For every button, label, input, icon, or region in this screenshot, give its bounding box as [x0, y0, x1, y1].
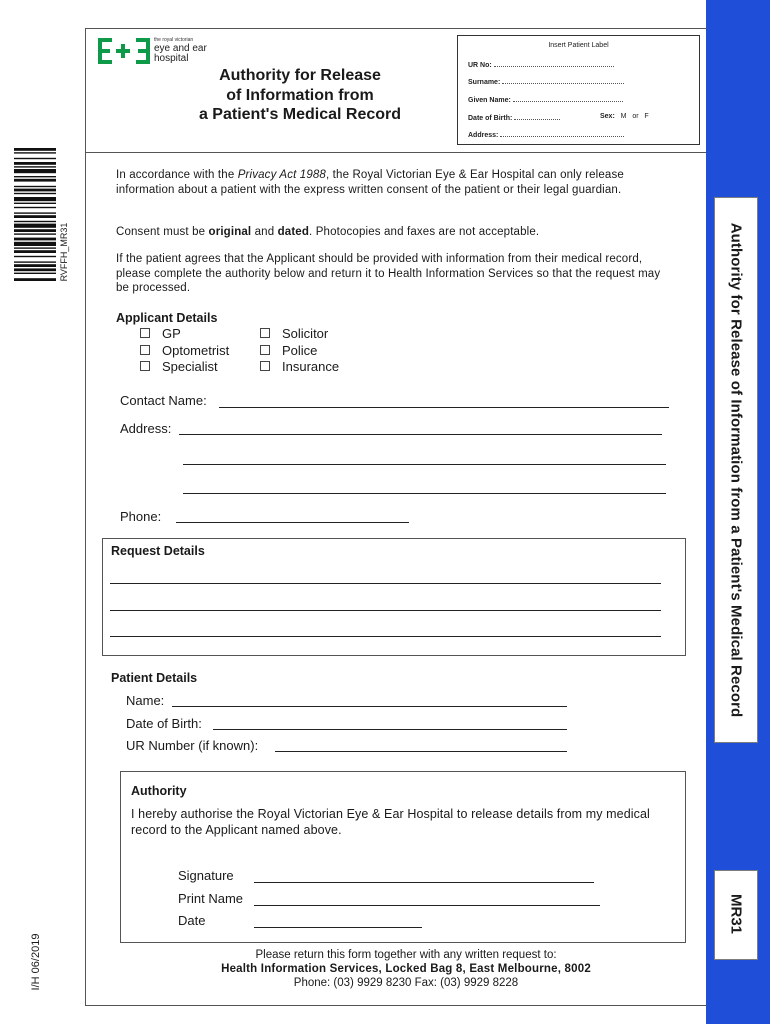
side-title: Authority for Release of Information from a Patient's Medical Record — [727, 222, 745, 718]
footer-address: Health Information Services, Locked Bag 8, East Melbourne, 8002 — [221, 963, 591, 975]
signature-label: Signature — [178, 868, 234, 883]
title-line-1: Authority for Release — [219, 67, 381, 84]
patient-name-field[interactable] — [172, 706, 567, 707]
patient-ur-field[interactable] — [275, 751, 567, 752]
intro-paragraph-1: In accordance with the Privacy Act 1988, the Royal Victorian Eye & Ear Hospital can only release information about a patient with the express written consent of the patient or their legal guardian. — [116, 169, 624, 196]
hospital-logo-icon — [98, 38, 150, 64]
signature-field[interactable] — [254, 882, 594, 883]
logo-tagline: the royal victorian — [154, 37, 194, 43]
address-field-2[interactable] — [183, 464, 666, 465]
patient-dob-label: Date of Birth: — [126, 716, 202, 731]
phone-label: Phone: — [120, 509, 162, 524]
address-field-1[interactable] — [179, 434, 662, 435]
print-name-label: Print Name — [178, 891, 244, 906]
checkbox-optometrist[interactable]: Optometrist — [140, 343, 229, 358]
authority-heading: Authority — [131, 784, 187, 798]
sex-f: F — [644, 113, 649, 120]
date-field[interactable] — [254, 927, 422, 928]
sex-or: or — [632, 113, 639, 120]
footer-line-1: Please return this form together with any written request to: — [255, 949, 557, 961]
form-version: I/H 06/2019 — [30, 933, 42, 991]
header-divider — [86, 152, 706, 153]
title-line-2: of Information from — [226, 86, 374, 104]
patient-heading: Patient Details — [111, 671, 198, 685]
patient-dob-field[interactable] — [213, 729, 567, 730]
patient-ur-label: UR Number (if known): — [126, 738, 259, 753]
logo-name-line1: eye and ear — [154, 43, 207, 54]
patient-name-label: Name: — [126, 693, 165, 708]
sex-m: M — [620, 113, 627, 120]
logo-name-line2: hospital — [154, 53, 189, 64]
contact-name-field[interactable] — [219, 407, 669, 408]
print-name-field[interactable] — [254, 905, 600, 906]
contact-name-label: Contact Name: — [120, 393, 207, 408]
patient-label-box[interactable] — [457, 35, 700, 145]
checkbox-police[interactable]: Police — [260, 343, 317, 358]
title-line-3: a Patient's Medical Record — [198, 106, 402, 123]
checkbox-insurance[interactable]: Insurance — [260, 359, 339, 374]
ur-no-label: UR No: — [468, 62, 492, 69]
address-label-main: Address: — [120, 421, 172, 436]
intro-paragraph-3: If the patient agrees that the Applicant should be provided with information from their medical record, please complete the authority below and return it to Health Information Services so that the request may be processed. — [116, 253, 661, 294]
footer-contact: Phone: (03) 9929 8230 Fax: (03) 9929 8228 — [293, 977, 519, 989]
checkbox-specialist[interactable]: Specialist — [140, 359, 218, 374]
given-name-label: Given Name: — [468, 97, 511, 104]
date-label: Date — [178, 913, 206, 928]
request-line-2[interactable] — [110, 610, 661, 611]
label-heading: Insert Patient Label — [548, 42, 609, 49]
dob-label: Date of Birth: — [468, 115, 513, 122]
document-title — [160, 66, 440, 125]
address-label: Address: — [468, 132, 499, 139]
surname-label: Surname: — [468, 79, 501, 86]
phone-field[interactable] — [176, 522, 409, 523]
applicant-heading: Applicant Details — [116, 311, 218, 325]
sex-label: Sex: — [600, 113, 615, 120]
request-line-3[interactable] — [110, 636, 661, 637]
checkbox-solicitor[interactable]: Solicitor — [260, 326, 328, 341]
checkbox-gp[interactable]: GP — [140, 326, 181, 341]
barcode-icon — [14, 148, 56, 348]
request-line-1[interactable] — [110, 583, 661, 584]
barcode-code: RVFFH_MR31 — [59, 222, 69, 282]
form-code: MR31 — [727, 893, 745, 935]
intro-paragraph-2: Consent must be original and dated. Photocopies and faxes are not acceptable. — [116, 226, 540, 238]
footer — [86, 948, 726, 990]
address-field-3[interactable] — [183, 493, 666, 494]
privacy-act: Privacy Act 1988 — [237, 169, 326, 181]
authority-statement: I hereby authorise the Royal Victorian Eye & Ear Hospital to release details from my medical record to the Applicant named above. — [131, 807, 650, 837]
request-heading: Request Details — [111, 544, 205, 558]
